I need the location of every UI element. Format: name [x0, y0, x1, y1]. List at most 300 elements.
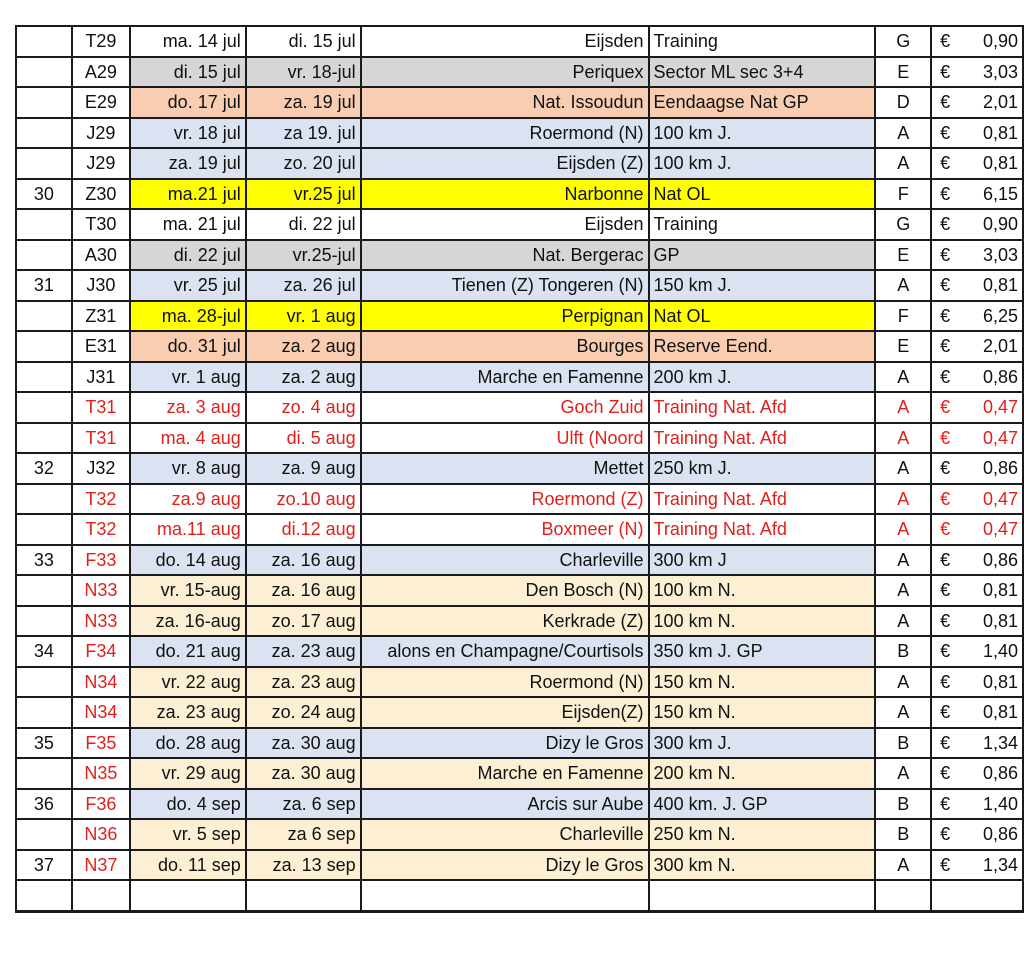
- week-number-cell: [16, 148, 72, 179]
- location-cell: Charleville: [361, 819, 649, 850]
- week-number-cell: 33: [16, 545, 72, 576]
- release-date-cell: za. 30 aug: [246, 728, 361, 759]
- euro-symbol: €: [940, 824, 951, 845]
- price-cell: [931, 57, 1023, 88]
- week-number-cell: [16, 57, 72, 88]
- release-date-cell: za. 19 jul: [246, 87, 361, 118]
- category-cell: A: [875, 850, 931, 881]
- euro-symbol: €: [940, 366, 951, 387]
- race-code-cell: J29: [72, 148, 130, 179]
- race-code-cell: Z30: [72, 179, 130, 210]
- basket-date-cell: vr. 15-aug: [130, 575, 246, 606]
- price-cell: [931, 240, 1023, 271]
- price-cell: [931, 850, 1023, 881]
- release-date-cell: di. 5 aug: [246, 423, 361, 454]
- location-cell: Ulft (Noord: [361, 423, 649, 454]
- race-type-cell: 100 km J.: [649, 118, 876, 149]
- location-cell: Periquex: [361, 57, 649, 88]
- race-code-cell: N34: [72, 667, 130, 698]
- price-amount: 1,34: [982, 732, 1018, 753]
- euro-symbol: €: [940, 793, 951, 814]
- week-number-cell: 32: [16, 453, 72, 484]
- week-number-cell: [16, 667, 72, 698]
- location-cell: Goch Zuid: [361, 392, 649, 423]
- race-code-cell: N37: [72, 850, 130, 881]
- location-cell: [361, 880, 649, 911]
- basket-date-cell: do. 28 aug: [130, 728, 246, 759]
- race-type-cell: 250 km N.: [649, 819, 876, 850]
- race-code-cell: T31: [72, 423, 130, 454]
- price-cell: [931, 514, 1023, 545]
- race-code-cell: N33: [72, 575, 130, 606]
- price-amount: 2,01: [982, 92, 1018, 113]
- table-row: [16, 118, 1023, 149]
- release-date-cell: za. 23 aug: [246, 636, 361, 667]
- price-cell: [931, 453, 1023, 484]
- price-cell: [931, 331, 1023, 362]
- category-cell: A: [875, 484, 931, 515]
- euro-symbol: €: [940, 732, 951, 753]
- basket-date-cell: ma.21 jul: [130, 179, 246, 210]
- basket-date-cell: do. 4 sep: [130, 789, 246, 820]
- table-row: [16, 270, 1023, 301]
- category-cell: A: [875, 148, 931, 179]
- category-cell: A: [875, 423, 931, 454]
- euro-symbol: €: [940, 31, 951, 52]
- category-cell: A: [875, 606, 931, 637]
- category-cell: E: [875, 240, 931, 271]
- basket-date-cell: za. 19 jul: [130, 148, 246, 179]
- category-cell: E: [875, 57, 931, 88]
- category-cell: F: [875, 301, 931, 332]
- week-number-cell: [16, 118, 72, 149]
- category-cell: A: [875, 667, 931, 698]
- price-cell: [931, 819, 1023, 850]
- race-type-cell: 150 km N.: [649, 697, 876, 728]
- week-number-cell: [16, 331, 72, 362]
- race-type-cell: 400 km. J. GP: [649, 789, 876, 820]
- euro-symbol: €: [940, 854, 951, 875]
- price-amount: 0,81: [982, 610, 1018, 631]
- race-code-cell: T31: [72, 392, 130, 423]
- category-cell: A: [875, 514, 931, 545]
- price-amount: 0,81: [982, 122, 1018, 143]
- basket-date-cell: za. 23 aug: [130, 697, 246, 728]
- category-cell: A: [875, 392, 931, 423]
- category-cell: B: [875, 789, 931, 820]
- race-code-cell: F33: [72, 545, 130, 576]
- table-row: [16, 758, 1023, 789]
- week-number-cell: 31: [16, 270, 72, 301]
- race-code-cell: J31: [72, 362, 130, 393]
- basket-date-cell: za. 3 aug: [130, 392, 246, 423]
- table-row: [16, 423, 1023, 454]
- location-cell: Nat. Issoudun: [361, 87, 649, 118]
- race-code-cell: Z31: [72, 301, 130, 332]
- race-type-cell: 300 km J: [649, 545, 876, 576]
- price-amount: 0,86: [982, 366, 1018, 387]
- race-code-cell: J29: [72, 118, 130, 149]
- price-amount: 2,01: [982, 336, 1018, 357]
- race-code-cell: T32: [72, 514, 130, 545]
- table-row: [16, 636, 1023, 667]
- week-number-cell: [16, 819, 72, 850]
- euro-symbol: €: [940, 92, 951, 113]
- release-date-cell: vr.25 jul: [246, 179, 361, 210]
- category-cell: D: [875, 87, 931, 118]
- basket-date-cell: di. 22 jul: [130, 240, 246, 271]
- location-cell: Eijsden (Z): [361, 148, 649, 179]
- release-date-cell: zo. 24 aug: [246, 697, 361, 728]
- basket-date-cell: do. 14 aug: [130, 545, 246, 576]
- euro-symbol: €: [940, 336, 951, 357]
- location-cell: Roermond (N): [361, 118, 649, 149]
- race-type-cell: 300 km N.: [649, 850, 876, 881]
- location-cell: Charleville: [361, 545, 649, 576]
- week-number-cell: [16, 514, 72, 545]
- euro-symbol: €: [940, 305, 951, 326]
- table-row: [16, 789, 1023, 820]
- release-date-cell: za. 26 jul: [246, 270, 361, 301]
- release-date-cell: di.12 aug: [246, 514, 361, 545]
- euro-symbol: €: [940, 244, 951, 265]
- week-number-cell: [16, 209, 72, 240]
- price-amount: 0,47: [982, 427, 1018, 448]
- week-number-cell: [16, 484, 72, 515]
- price-cell: [931, 667, 1023, 698]
- table-row: [16, 545, 1023, 576]
- price-amount: 3,03: [982, 61, 1018, 82]
- basket-date-cell: ma. 28-jul: [130, 301, 246, 332]
- price-cell: [931, 728, 1023, 759]
- week-number-cell: [16, 392, 72, 423]
- price-cell: [931, 697, 1023, 728]
- week-number-cell: [16, 880, 72, 911]
- euro-symbol: €: [940, 275, 951, 296]
- race-code-cell: J30: [72, 270, 130, 301]
- release-date-cell: za 19. jul: [246, 118, 361, 149]
- week-number-cell: [16, 26, 72, 57]
- category-cell: A: [875, 270, 931, 301]
- price-cell: [931, 484, 1023, 515]
- table-row: [16, 575, 1023, 606]
- release-date-cell: [246, 880, 361, 911]
- price-amount: 0,86: [982, 549, 1018, 570]
- price-cell: [931, 301, 1023, 332]
- table-row: [16, 606, 1023, 637]
- release-date-cell: vr.25-jul: [246, 240, 361, 271]
- week-number-cell: [16, 758, 72, 789]
- race-type-cell: 200 km N.: [649, 758, 876, 789]
- week-number-cell: [16, 362, 72, 393]
- basket-date-cell: do. 11 sep: [130, 850, 246, 881]
- table-row: [16, 484, 1023, 515]
- basket-date-cell: vr. 1 aug: [130, 362, 246, 393]
- release-date-cell: za. 13 sep: [246, 850, 361, 881]
- category-cell: A: [875, 545, 931, 576]
- table-row: [16, 392, 1023, 423]
- week-number-cell: 30: [16, 179, 72, 210]
- release-date-cell: zo. 17 aug: [246, 606, 361, 637]
- price-amount: 0,86: [982, 763, 1018, 784]
- location-cell: Boxmeer (N): [361, 514, 649, 545]
- race-code-cell: T32: [72, 484, 130, 515]
- category-cell: F: [875, 179, 931, 210]
- basket-date-cell: do. 17 jul: [130, 87, 246, 118]
- category-cell: A: [875, 362, 931, 393]
- race-code-cell: A30: [72, 240, 130, 271]
- basket-date-cell: vr. 18 jul: [130, 118, 246, 149]
- price-amount: 0,81: [982, 580, 1018, 601]
- location-cell: Eijsden(Z): [361, 697, 649, 728]
- table-row: [16, 331, 1023, 362]
- price-cell: [931, 179, 1023, 210]
- price-cell: [931, 26, 1023, 57]
- table-row: [16, 209, 1023, 240]
- location-cell: Marche en Famenne: [361, 758, 649, 789]
- price-amount: 1,34: [982, 854, 1018, 875]
- basket-date-cell: ma. 4 aug: [130, 423, 246, 454]
- euro-symbol: €: [940, 580, 951, 601]
- basket-date-cell: za.9 aug: [130, 484, 246, 515]
- race-code-cell: [72, 880, 130, 911]
- week-number-cell: [16, 697, 72, 728]
- price-cell: [931, 392, 1023, 423]
- category-cell: B: [875, 728, 931, 759]
- location-cell: Eijsden: [361, 26, 649, 57]
- race-type-cell: 100 km N.: [649, 575, 876, 606]
- price-amount: 0,81: [982, 671, 1018, 692]
- euro-symbol: €: [940, 702, 951, 723]
- schedule-rows: [16, 26, 1023, 911]
- price-cell: [931, 270, 1023, 301]
- euro-symbol: €: [940, 610, 951, 631]
- release-date-cell: zo. 20 jul: [246, 148, 361, 179]
- price-cell: [931, 362, 1023, 393]
- race-type-cell: 200 km J.: [649, 362, 876, 393]
- race-code-cell: N34: [72, 697, 130, 728]
- table-row: [16, 179, 1023, 210]
- table-row: [16, 240, 1023, 271]
- location-cell: Perpignan: [361, 301, 649, 332]
- table-row: [16, 362, 1023, 393]
- race-type-cell: Nat OL: [649, 301, 876, 332]
- category-cell: B: [875, 636, 931, 667]
- price-cell: [931, 606, 1023, 637]
- week-number-cell: [16, 240, 72, 271]
- price-amount: 0,81: [982, 275, 1018, 296]
- price-amount: 0,90: [982, 214, 1018, 235]
- price-amount: 6,15: [982, 183, 1018, 204]
- table-row: [16, 697, 1023, 728]
- category-cell: A: [875, 697, 931, 728]
- release-date-cell: vr. 1 aug: [246, 301, 361, 332]
- basket-date-cell: vr. 29 aug: [130, 758, 246, 789]
- euro-symbol: €: [940, 122, 951, 143]
- table-row: [16, 148, 1023, 179]
- table-row: [16, 87, 1023, 118]
- location-cell: Tienen (Z) Tongeren (N): [361, 270, 649, 301]
- race-code-cell: T29: [72, 26, 130, 57]
- race-code-cell: F34: [72, 636, 130, 667]
- price-cell: [931, 87, 1023, 118]
- race-code-cell: T30: [72, 209, 130, 240]
- price-cell: [931, 880, 1023, 911]
- location-cell: Roermond (Z): [361, 484, 649, 515]
- price-cell: [931, 636, 1023, 667]
- race-code-cell: J32: [72, 453, 130, 484]
- price-amount: 0,81: [982, 702, 1018, 723]
- euro-symbol: €: [940, 641, 951, 662]
- week-number-cell: 34: [16, 636, 72, 667]
- table-row: [16, 850, 1023, 881]
- race-code-cell: E29: [72, 87, 130, 118]
- race-type-cell: GP: [649, 240, 876, 271]
- price-amount: 3,03: [982, 244, 1018, 265]
- category-cell: A: [875, 118, 931, 149]
- location-cell: Eijsden: [361, 209, 649, 240]
- location-cell: Dizy le Gros: [361, 728, 649, 759]
- category-cell: [875, 880, 931, 911]
- euro-symbol: €: [940, 519, 951, 540]
- release-date-cell: za. 30 aug: [246, 758, 361, 789]
- price-cell: [931, 423, 1023, 454]
- price-amount: 0,86: [982, 458, 1018, 479]
- race-type-cell: 100 km J.: [649, 148, 876, 179]
- category-cell: G: [875, 209, 931, 240]
- race-code-cell: A29: [72, 57, 130, 88]
- release-date-cell: za. 16 aug: [246, 575, 361, 606]
- race-type-cell: Eendaagse Nat GP: [649, 87, 876, 118]
- price-amount: 0,81: [982, 153, 1018, 174]
- table-row: [16, 667, 1023, 698]
- basket-date-cell: vr. 25 jul: [130, 270, 246, 301]
- location-cell: Mettet: [361, 453, 649, 484]
- race-type-cell: 250 km J.: [649, 453, 876, 484]
- race-code-cell: N33: [72, 606, 130, 637]
- euro-symbol: €: [940, 214, 951, 235]
- basket-date-cell: ma.11 aug: [130, 514, 246, 545]
- basket-date-cell: vr. 8 aug: [130, 453, 246, 484]
- euro-symbol: €: [940, 671, 951, 692]
- price-amount: 1,40: [982, 641, 1018, 662]
- race-type-cell: Training: [649, 26, 876, 57]
- table-row: [16, 57, 1023, 88]
- table-row: [16, 26, 1023, 57]
- price-amount: 1,40: [982, 793, 1018, 814]
- race-type-cell: [649, 880, 876, 911]
- race-type-cell: 150 km N.: [649, 667, 876, 698]
- euro-symbol: €: [940, 61, 951, 82]
- release-date-cell: zo. 4 aug: [246, 392, 361, 423]
- table-row: [16, 880, 1023, 911]
- basket-date-cell: ma. 21 jul: [130, 209, 246, 240]
- table-row: [16, 453, 1023, 484]
- race-type-cell: 350 km J. GP: [649, 636, 876, 667]
- table-row: [16, 514, 1023, 545]
- race-type-cell: Training Nat. Afd: [649, 484, 876, 515]
- race-code-cell: N35: [72, 758, 130, 789]
- location-cell: Dizy le Gros: [361, 850, 649, 881]
- release-date-cell: za. 6 sep: [246, 789, 361, 820]
- location-cell: Kerkrade (Z): [361, 606, 649, 637]
- euro-symbol: €: [940, 427, 951, 448]
- release-date-cell: di. 15 jul: [246, 26, 361, 57]
- race-type-cell: Training Nat. Afd: [649, 514, 876, 545]
- race-type-cell: Sector ML sec 3+4: [649, 57, 876, 88]
- race-type-cell: Training Nat. Afd: [649, 423, 876, 454]
- basket-date-cell: vr. 22 aug: [130, 667, 246, 698]
- week-number-cell: 35: [16, 728, 72, 759]
- basket-date-cell: vr. 5 sep: [130, 819, 246, 850]
- race-type-cell: 300 km J.: [649, 728, 876, 759]
- category-cell: G: [875, 26, 931, 57]
- basket-date-cell: di. 15 jul: [130, 57, 246, 88]
- release-date-cell: za. 2 aug: [246, 331, 361, 362]
- release-date-cell: vr. 18-jul: [246, 57, 361, 88]
- category-cell: B: [875, 819, 931, 850]
- table-row: [16, 819, 1023, 850]
- price-cell: [931, 209, 1023, 240]
- basket-date-cell: za. 16-aug: [130, 606, 246, 637]
- euro-symbol: €: [940, 183, 951, 204]
- price-cell: [931, 148, 1023, 179]
- euro-symbol: €: [940, 549, 951, 570]
- euro-symbol: €: [940, 153, 951, 174]
- price-amount: 0,86: [982, 824, 1018, 845]
- euro-symbol: €: [940, 763, 951, 784]
- race-code-cell: F36: [72, 789, 130, 820]
- price-cell: [931, 545, 1023, 576]
- race-code-cell: E31: [72, 331, 130, 362]
- race-type-cell: 100 km N.: [649, 606, 876, 637]
- basket-date-cell: do. 21 aug: [130, 636, 246, 667]
- race-schedule-table: [15, 25, 1024, 913]
- location-cell: Roermond (N): [361, 667, 649, 698]
- race-code-cell: F35: [72, 728, 130, 759]
- price-cell: [931, 575, 1023, 606]
- table-row: [16, 728, 1023, 759]
- race-type-cell: Training: [649, 209, 876, 240]
- category-cell: A: [875, 758, 931, 789]
- basket-date-cell: [130, 880, 246, 911]
- release-date-cell: za. 23 aug: [246, 667, 361, 698]
- location-cell: Narbonne: [361, 179, 649, 210]
- location-cell: alons en Champagne/Courtisols: [361, 636, 649, 667]
- price-cell: [931, 758, 1023, 789]
- category-cell: A: [875, 453, 931, 484]
- race-type-cell: 150 km J.: [649, 270, 876, 301]
- week-number-cell: [16, 301, 72, 332]
- basket-date-cell: do. 31 jul: [130, 331, 246, 362]
- release-date-cell: za 6 sep: [246, 819, 361, 850]
- price-amount: 0,47: [982, 488, 1018, 509]
- location-cell: Nat. Bergerac: [361, 240, 649, 271]
- category-cell: E: [875, 331, 931, 362]
- release-date-cell: zo.10 aug: [246, 484, 361, 515]
- week-number-cell: [16, 423, 72, 454]
- release-date-cell: di. 22 jul: [246, 209, 361, 240]
- location-cell: Bourges: [361, 331, 649, 362]
- week-number-cell: 36: [16, 789, 72, 820]
- category-cell: A: [875, 575, 931, 606]
- location-cell: Den Bosch (N): [361, 575, 649, 606]
- release-date-cell: za. 2 aug: [246, 362, 361, 393]
- price-amount: 6,25: [982, 305, 1018, 326]
- release-date-cell: za. 16 aug: [246, 545, 361, 576]
- price-cell: [931, 118, 1023, 149]
- price-amount: 0,90: [982, 31, 1018, 52]
